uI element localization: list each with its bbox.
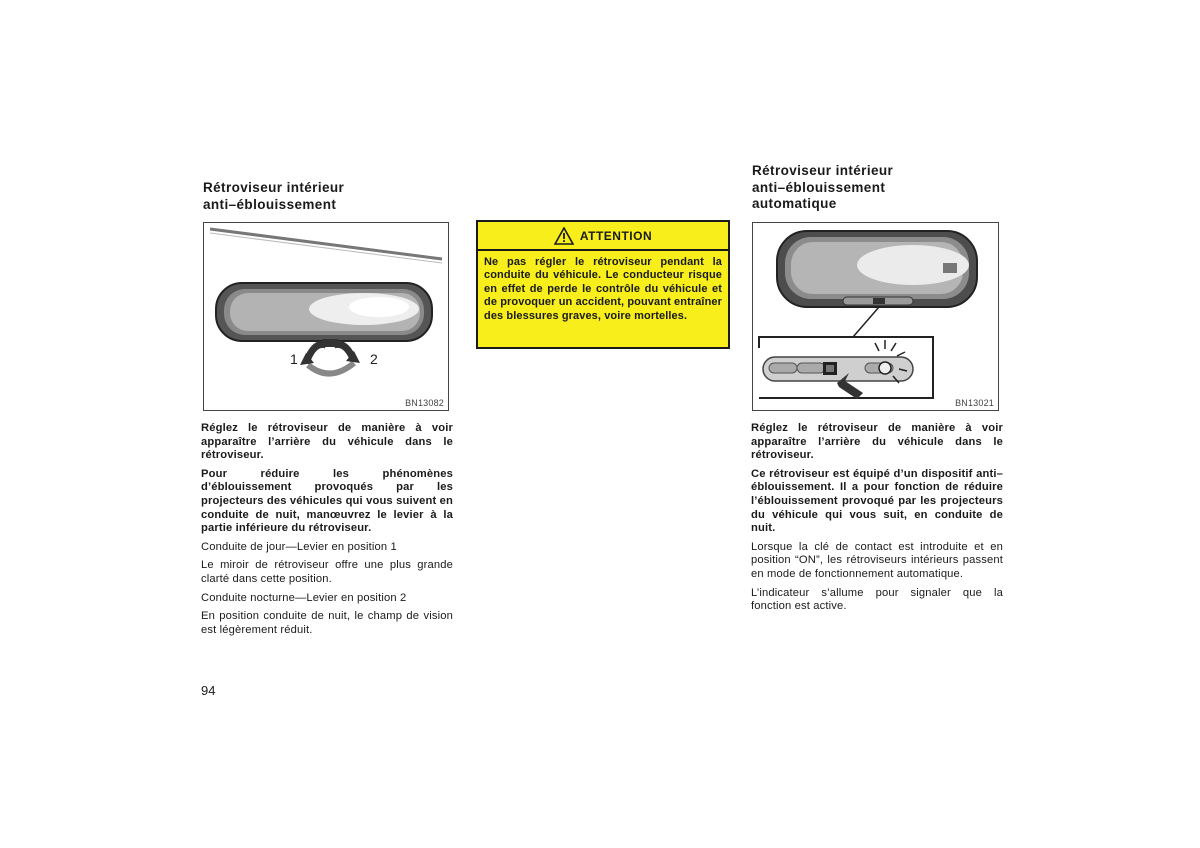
right-heading-line2: anti–éblouissement [752, 179, 886, 195]
page-number: 94 [201, 683, 216, 698]
position-1-label: 1 [290, 351, 298, 367]
left-paragraph: Le miroir de rétroviseur offre une plus grande clarté dans cette position. [201, 559, 453, 585]
left-heading-line2: anti–éblouissement [203, 196, 337, 212]
right-heading-line1: Rétroviseur intérieur [752, 163, 894, 178]
left-paragraph: En position conduite de nuit, le champ de vision est légèrement réduit. [201, 610, 453, 636]
caution-title: ATTENTION [579, 228, 653, 243]
warning-triangle-icon [554, 227, 574, 245]
figure-code: BN13021 [955, 398, 994, 408]
right-paragraph: L’indicateur s’allume pour signaler que la fonction est active. [751, 586, 1003, 613]
figure-code: BN13082 [405, 398, 444, 408]
manual-mirror-figure [203, 222, 449, 411]
left-heading [203, 180, 344, 213]
auto-mirror-figure [752, 222, 999, 411]
left-paragraph: Réglez le rétroviseur de manière à voir apparaître l’arrière du véhicule dans le rétroviseur. [201, 422, 453, 462]
caution-header [478, 222, 728, 251]
left-paragraph: Pour réduire les phénomènes d’éblouissement provoqués par les projecteurs des véhicules qui vous suivent en conduite de nuit, manœuvrez le levier à la partie inférieure du rétroviseur. [201, 467, 453, 535]
right-heading [752, 163, 893, 213]
right-paragraph: Lorsque la clé de contact est introduite et en position “ON”, les rétroviseurs intérieurs passent en mode de fonctionnement automatique. [751, 540, 1003, 580]
auto-mirror-illustration [753, 223, 998, 410]
right-paragraph: Réglez le rétroviseur de manière à voir apparaître l’arrière du véhicule dans le rétroviseur. [751, 422, 1003, 462]
manual-mirror-illustration [204, 223, 448, 410]
right-paragraph: Ce rétroviseur est équipé d’un dispositif anti–éblouissement. Il a pour fonction de réduire l’éblouissement provoqué par les projecteurs du véhicule qui vous suit, en conduite de nuit. [751, 467, 1003, 535]
caution-text: Ne pas régler le rétroviseur pendant la conduite du véhicule. Le conducteur risque en effet de perde le contrôle du véhicule et de provoquer un accident, pouvant entraîner des blessures graves, voire mortelles. [484, 256, 722, 322]
right-body [751, 422, 1003, 619]
left-body [201, 422, 453, 642]
position-2-label: 2 [370, 351, 378, 367]
left-paragraph: Conduite nocturne—Levier en position 2 [201, 591, 407, 604]
left-paragraph: Conduite de jour—Levier en position 1 [201, 540, 397, 553]
left-heading-line1: Rétroviseur intérieur [203, 180, 345, 195]
caution-box [476, 220, 730, 349]
right-heading-line3: automatique [752, 196, 837, 211]
